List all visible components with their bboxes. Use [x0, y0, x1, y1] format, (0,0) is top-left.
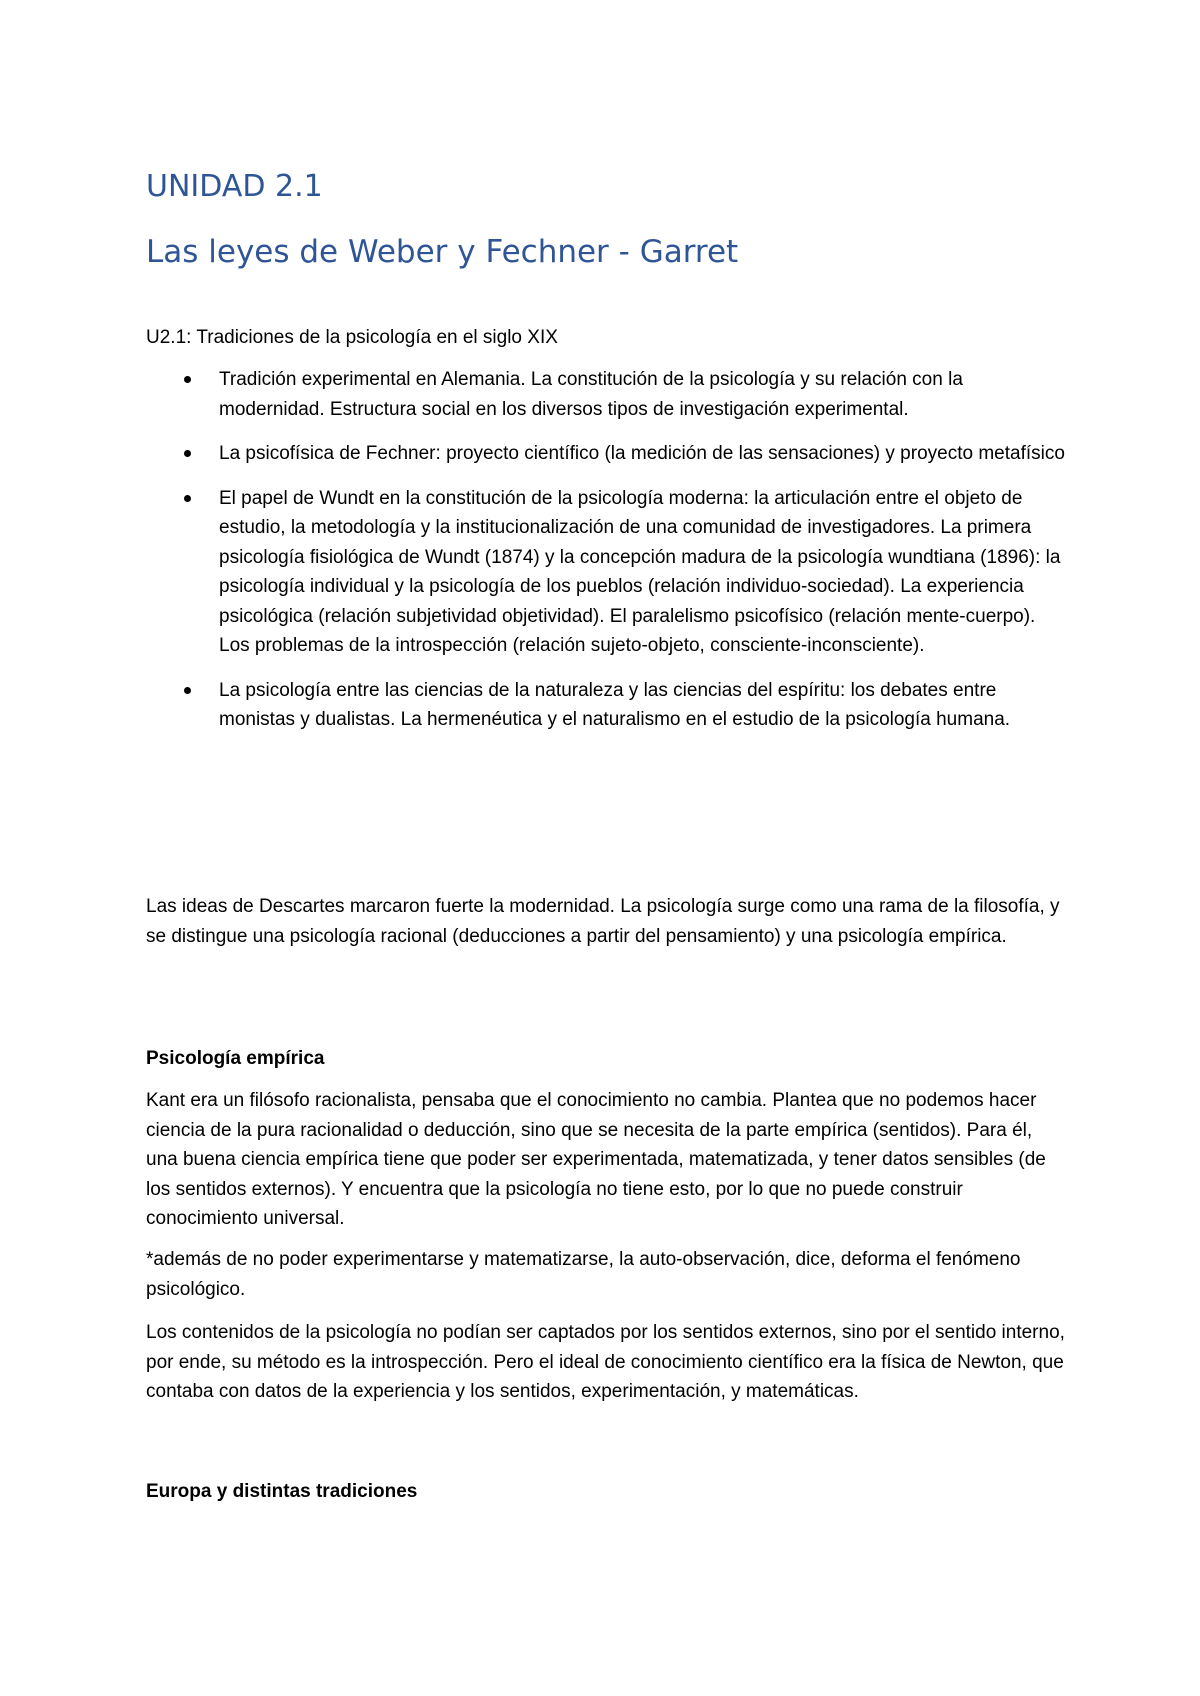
- list-item-text: El papel de Wundt en la constitución de la psicología moderna: la articulación entre el objeto de estudio, la metodología y la institucionalización de una comunidad de investigadores. La primera psicología fisiológica de Wundt (1874) y la concepción madura de la psicología wundtiana (1896): la psicología individual y la psicología de los pueblos (relación individuo-sociedad). La experiencia psicológica (relación subjetividad objetividad). El paralelismo psicofísico (relación mente-cuerpo). Los problemas de la introspección (relación sujeto-objeto, consciente-inconsciente).: [219, 487, 1061, 656]
- paragraph: Kant era un filósofo racionalista, pensaba que el conocimiento no cambia. Plantea que no podemos hacer ciencia de la pura racionalidad o deducción, sino que se necesita de la parte empírica (sentidos). Para él, una buena ciencia empírica tiene que poder ser experimentada, matematizada, y tener datos sensibles (de los sentidos externos). Y encuentra que la psicología no tiene esto, por lo que no puede construir conocimiento universal.: [146, 1090, 1046, 1229]
- bullet-icon: [184, 495, 191, 502]
- bullet-icon: [184, 376, 191, 383]
- list-item-text: Tradición experimental en Alemania. La constitución de la psicología y su relación con la modernidad. Estructura social en los diversos tipos de investigación experimental.: [219, 369, 963, 420]
- intro-paragraph: Las ideas de Descartes marcaron fuerte la modernidad. La psicología surge como una rama de la filosofía, y se distingue una psicología racional (deducciones a partir del pensamiento) y una psicología empírica.: [146, 896, 1060, 947]
- list-item: [146, 439, 1066, 469]
- list-item: [146, 484, 1066, 661]
- bullet-icon: [184, 687, 191, 694]
- list-item-text: La psicología entre las ciencias de la naturaleza y las ciencias del espíritu: los debates entre monistas y dualistas. La hermenéutica y el naturalismo en el estudio de la psicología humana.: [219, 679, 1011, 730]
- list-item: [146, 365, 1066, 424]
- document-title: UNIDAD 2.1: [146, 169, 323, 204]
- topic-list: [146, 365, 1066, 750]
- document-subtitle: Las leyes de Weber y Fechner - Garret: [146, 234, 739, 270]
- unit-line: U2.1: Tradiciones de la psicología en el siglo XIX: [146, 327, 558, 348]
- list-item: [146, 676, 1066, 735]
- bullet-icon: [184, 450, 191, 457]
- list-item-text: La psicofísica de Fechner: proyecto científico (la medición de las sensaciones) y proyecto metafísico: [219, 443, 1065, 464]
- paragraph: *además de no poder experimentarse y matematizarse, la auto-observación, dice, deforma el fenómeno psicológico.: [146, 1249, 1021, 1300]
- section-heading-europa: Europa y distintas tradiciones: [146, 1481, 418, 1502]
- section-heading-psicologia-empirica: Psicología empírica: [146, 1048, 325, 1069]
- paragraph: Los contenidos de la psicología no podían ser captados por los sentidos externos, sino por el sentido interno, por ende, su método es la introspección. Pero el ideal de conocimiento científico era la física de Newton, que contaba con datos de la experiencia y los sentidos, experimentación, y matemáticas.: [146, 1322, 1065, 1402]
